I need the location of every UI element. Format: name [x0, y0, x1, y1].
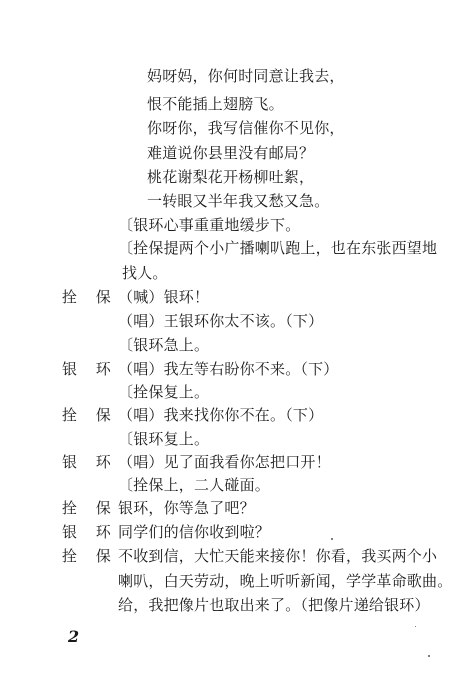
lyric-line: 一转眼又半年我又愁又急。: [147, 192, 330, 210]
lyric-line: 恨不能插上翅膀飞。: [147, 95, 284, 113]
dialogue-line: 银环，你等急了吧？: [118, 499, 255, 517]
print-speck: [331, 538, 333, 540]
speaker-name: 银 环: [62, 360, 118, 378]
lyric-line: 难道说你县里没有邮局？: [147, 144, 315, 162]
print-speck: [415, 626, 416, 627]
stage-direction: 〔银环急上。: [118, 336, 210, 354]
speaker-name: 拴 保: [62, 288, 118, 306]
lyric-line: 你呀你，我写信催你不见你，: [147, 119, 345, 137]
dialogue-line: 同学们的信你收到啦？: [118, 523, 271, 541]
dialogue-line: （喊）银环！: [118, 288, 210, 306]
dialogue-line: （唱）我左等右盼你不来。（下）: [118, 360, 339, 378]
stage-direction: 〔拴保上，二人碰面。: [118, 476, 271, 494]
dialogue-line: 喇叭，白天劳动，晚上听听新闻，学学革命歌曲。: [118, 572, 453, 590]
stage-direction: 〔银环心事重重地缓步下。: [118, 216, 301, 234]
lyric-line: 桃花谢梨花开杨柳吐絮，: [147, 168, 315, 186]
dialogue-line: 不收到信，大忙天能来接你！你看，我买两个小: [118, 547, 438, 565]
print-speck: [428, 655, 430, 657]
speaker-name: 银 环: [62, 453, 118, 471]
stage-direction: 〔银环复上。: [118, 430, 210, 448]
dialogue-line: （唱）王银环你太不该。（下）: [118, 312, 324, 330]
stage-direction: 〔拴保复上。: [118, 383, 210, 401]
stage-direction: 找人。: [122, 264, 168, 282]
stage-direction: 〔拴保提两个小广播喇叭跑上，也在东张西望地: [118, 239, 438, 257]
dialogue-line: 给，我把像片也取出来了。（把像片递给银环）: [118, 596, 430, 614]
speaker-name: 银 环: [62, 523, 118, 541]
speaker-name: 拴 保: [62, 406, 118, 424]
speaker-name: 拴 保: [62, 547, 118, 565]
speaker-name: 拴 保: [62, 499, 118, 517]
dialogue-line: （唱）见了面我看你怎把口开！: [118, 453, 331, 471]
page-number: 2: [68, 627, 80, 646]
dialogue-line: （唱）我来找你你不在。（下）: [118, 406, 324, 424]
lyric-line: 妈呀妈，你何时同意让我去，: [147, 67, 345, 85]
